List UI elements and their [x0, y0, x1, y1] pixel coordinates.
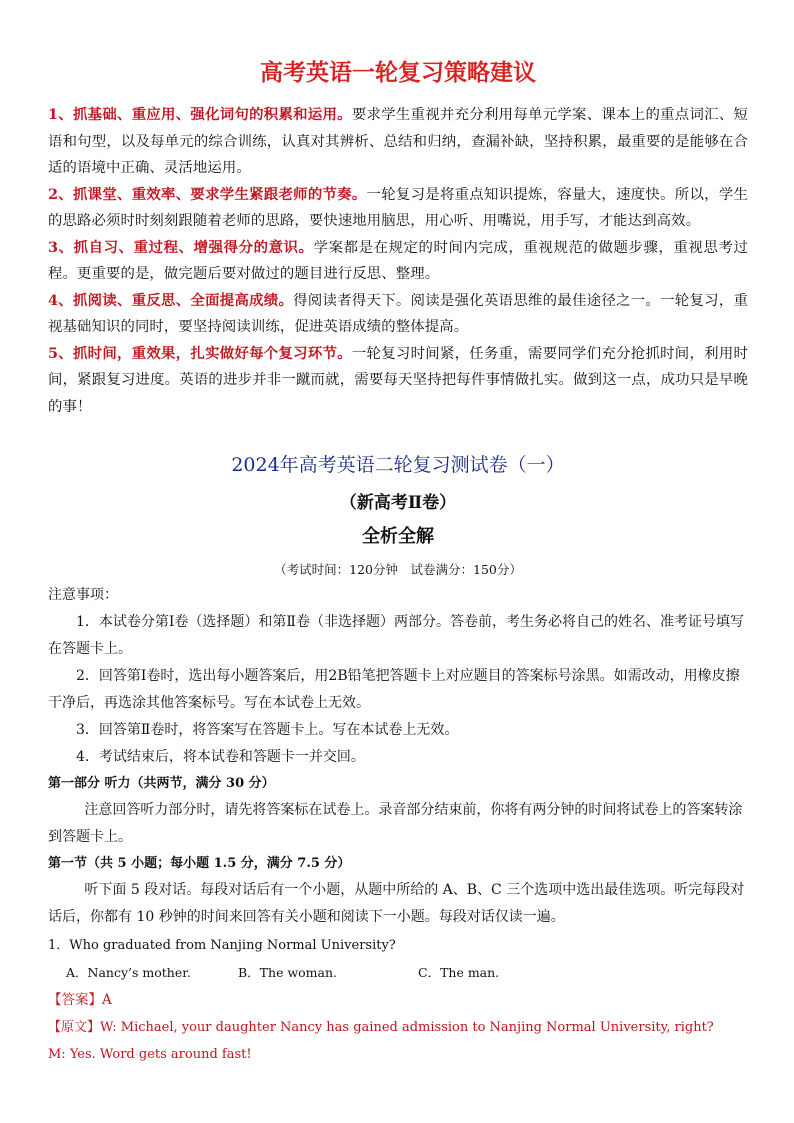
answer-value: A [102, 992, 112, 1008]
notice-item: 1．本试卷分第Ⅰ卷（选择题）和第Ⅱ卷（非选择题）两部分。答卷前，考生务必将自己的姓名、准考证号填写在答题卡上。 [48, 614, 744, 657]
tip-4 [48, 288, 748, 341]
strategy-tips [48, 102, 748, 420]
notice-item: 4．考试结束后，将本试卷和答题卡一并交回。 [76, 749, 365, 765]
transcript-label: 【原文】 [48, 1020, 101, 1035]
tip-1 [48, 102, 748, 182]
paper-subtitle-analysis: 全析全解 [362, 526, 434, 547]
tip-5 [48, 341, 748, 421]
tip-heading: 1、抓基础、重应用、强化词句的积累和运用。 [48, 106, 352, 123]
transcript-text: W: Michael, your daughter Nancy has gained admission to Nanjing Normal University, right? [100, 1020, 714, 1035]
paper-title: 2024年高考英语二轮复习测试卷（一） [231, 454, 565, 476]
tip-heading: 5、抓时间，重效果，扎实做好每个复习环节。 [48, 344, 352, 362]
tip-heading: 4、抓阅读、重反思、全面提高成绩。 [48, 291, 294, 309]
transcript-line [48, 1014, 748, 1041]
transcript-text: M: Yes. Word gets around fast! [48, 1047, 252, 1062]
tip-body: 一轮复习时间紧，任务重，需要同学们充分抢抓时间，利用时间，紧跟复习进度。英语的进步并非一蹴而就，需要每天坚持把每件事情做扎实。做到这一点，成功只是早晚的事！ [48, 345, 748, 415]
section1-intro: 听下面 5 段对话。每段对话后有一个小题，从题中所给的 A、B、C 三个选项中选出最佳选项。听完每段对话后，你都有 10 秒钟的时间来回答有关小题和阅读下一小题。每段对话仅读一遍。 [48, 882, 745, 925]
part1-intro: 注意回答听力部分时，请先将答案标在试卷上。录音部分结束前，你将有两分钟的时间将试卷上的答案转涂到答题卡上。 [48, 802, 743, 845]
tip-3 [48, 235, 748, 288]
exam-info: （考试时间：120分钟 试卷满分：150分） [274, 562, 522, 577]
tip-body: 一轮复习是将重点知识提炼，容量大，速度快。所以，学生的思路必须时时刻刻跟随着老师的思路，要快速地用脑思，用心听、用嘴说，用手写，才能达到高效。 [48, 186, 748, 229]
section1-heading: 第一节（共 5 小题；每小题 1.5 分，满分 7.5 分） [48, 856, 351, 871]
notice-heading: 注意事项： [48, 587, 118, 603]
part1-heading: 第一部分 听力（共两节，满分 30 分） [48, 776, 275, 791]
main-title: 高考英语一轮复习策略建议 [260, 60, 536, 86]
answer-line [48, 987, 748, 1014]
question-1: 1．Who graduated from Nanjing Normal University? [48, 938, 396, 953]
tip-heading: 3、抓自习、重过程、增强得分的意识。 [48, 238, 314, 256]
option-a: A．Nancy’s mother. [66, 965, 191, 980]
paper-subtitle: （新高考Ⅱ卷） [339, 493, 457, 513]
tip-body: 要求学生重视并充分利用每单元学案、课本上的重点词汇、短语和句型，以及每单元的综合训练，认真对其辨析、总结和归纳，查漏补缺，坚持积累，最重要的是能够在合适的语境中正确、灵活地运用。 [48, 107, 748, 176]
option-c: C．The man. [418, 965, 500, 980]
notice-item: 2．回答第Ⅰ卷时，选出每小题答案后，用2B铅笔把答题卡上对应题目的答案标号涂黑。如需改动，用橡皮擦干净后，再选涂其他答案标号。写在本试卷上无效。 [48, 668, 740, 711]
option-b: B．The woman. [238, 965, 337, 980]
answer-label: 【答案】 [48, 992, 102, 1008]
tip-body: 学案都是在规定的时间内完成，重视规范的做题步骤，重视思考过程。更重要的是，做完题后要对做过的题目进行反思、整理。 [48, 239, 748, 282]
question-1-options [48, 959, 748, 987]
tip-2 [48, 182, 748, 235]
tip-body: 得阅读者得天下。阅读是强化英语思维的最佳途径之一。一轮复习，重视基础知识的同时，要坚持阅读训练，促进英语成绩的整体提高。 [48, 292, 748, 335]
tip-heading: 2、抓课堂、重效率、要求学生紧跟老师的节奏。 [48, 185, 367, 203]
notice-item: 3．回答第Ⅱ卷时，将答案写在答题卡上。写在本试卷上无效。 [76, 722, 459, 738]
